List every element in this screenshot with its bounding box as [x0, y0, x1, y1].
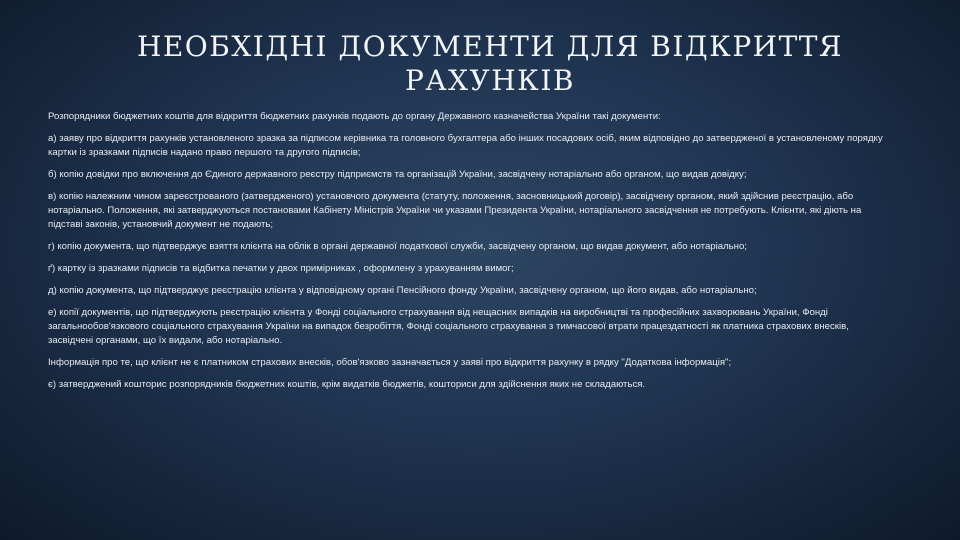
list-item-ye: є) затверджений кошторис розпорядників бюджетних коштів, крім видатків бюджетів, кошториси для здійснення яких не складаються. [48, 379, 646, 390]
list-item-g: ґ) картку із зразками підписів та відбитка печатки у двох примірниках , оформлену з урахуванням вимог; [48, 263, 514, 274]
list-item-h: г) копію документа, що підтверджує взяття клієнта на облік в органі державної податкової служби, засвідчену органом, що видав документ, або нотаріально; [48, 241, 747, 252]
slide-title-line-1: НЕОБХІДНІ ДОКУМЕНТИ ДЛЯ ВІДКРИТТЯ [136, 30, 844, 63]
slide-title [60, 30, 920, 98]
slide-title-line-2: РАХУНКІВ [405, 64, 575, 97]
list-item-a: а) заяву про відкриття рахунків установленого зразка за підписом керівника та головного бухгалтера або інших посадових осіб, яким відповідно до затвердженої в установленому порядку картки із зразками підписів надано право першого та другого підписів; [48, 133, 883, 158]
list-item-e: е) копії документів, що підтверджують реєстрацію клієнта у Фонді соціального страхування від нещасних випадків на виробництві та професійних захворювань України, Фонді загальнообов'язкового соціального страхування України на випадок безробіття, Фонді соціального страхування з тимчасової втрати працездатності як платника страхових внесків, засвідчені органами, що їх видали, або нотаріально. [48, 307, 849, 346]
intro-paragraph: Розпорядники бюджетних коштів для відкриття бюджетних рахунків подають до органу Державного казначейства України такі документи: [48, 111, 661, 122]
info-note: Інформація про те, що клієнт не є платником страхових внесків, обов'язково зазначається у заяві про відкриття рахунку в рядку "Додаткова інформація"; [48, 357, 732, 368]
list-item-b: б) копію довідки про включення до Єдиного державного реєстру підприємств та організацій України, засвідчену нотаріально або органом, що видав довідку; [48, 169, 747, 180]
slide-body [48, 110, 888, 400]
list-item-d: д) копію документа, що підтверджує реєстрацію клієнта у відповідному органі Пенсійного фонду України, засвідчену органом, що його видав, або нотаріально; [48, 285, 757, 296]
list-item-v: в) копію належним чином зареєстрованого (затвердженого) установчого документа (статуту, положення, засновницький договір), засвідчену органом, який здійснив реєстрацію, або нотаріально. Положення, які затверджуються постановами Кабінету Міністрів України чи указами Президента України, нотаріального засвідчення не потребують. Клієнти, які діють на підставі законів, установчий документ не подають; [48, 191, 862, 230]
